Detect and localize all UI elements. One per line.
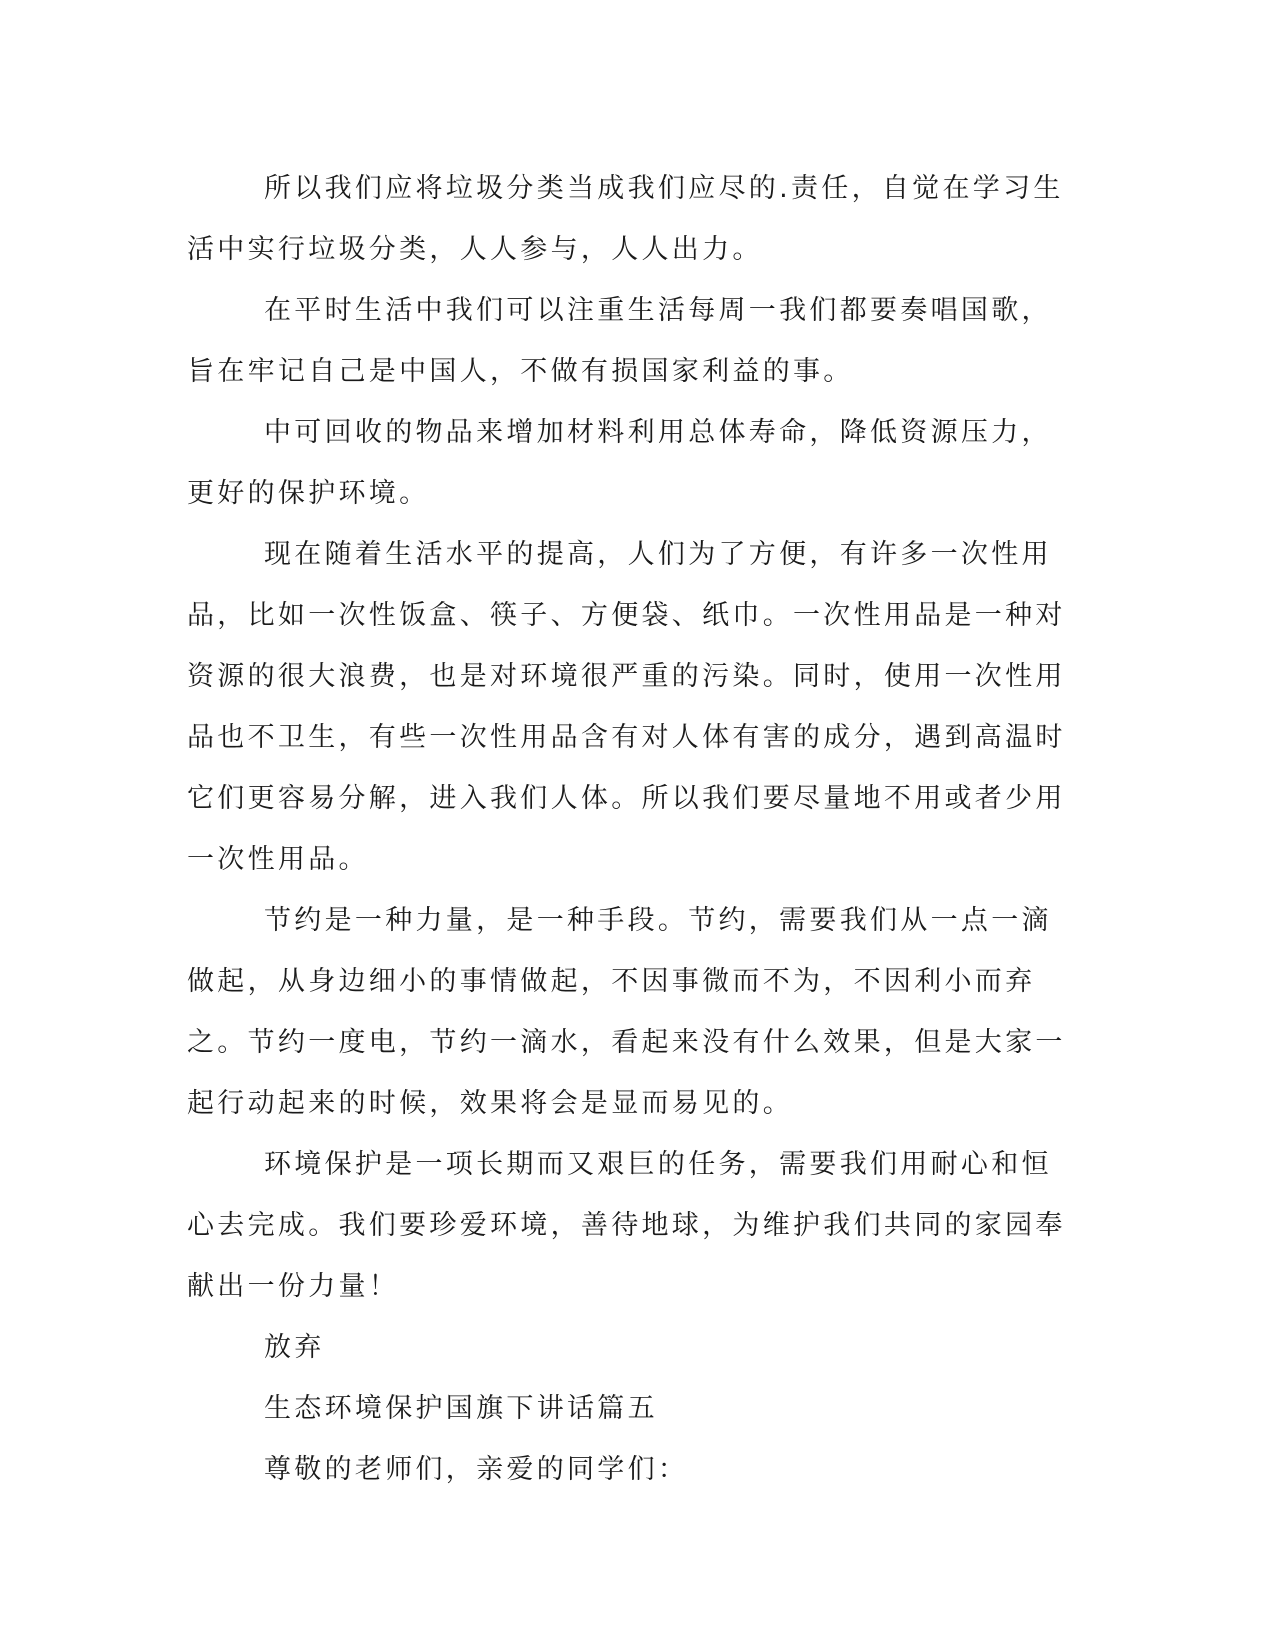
section-title: 生态环境保护国旗下讲话篇五: [264, 1393, 658, 1424]
document-body: [187, 158, 1077, 1500]
paragraph-environment-task: 环境保护是一项长期而又艰巨的任务，需要我们用耐心和恒心去完成。我们要珍爱环境，善待地球，为维护我们共同的家园奉献出一份力量！: [187, 1149, 1066, 1302]
paragraph-saving: 节约是一种力量，是一种手段。节约，需要我们从一点一滴做起，从身边细小的事情做起，不因事微而不为，不因利小而弃之。节约一度电，节约一滴水，看起来没有什么效果，但是大家一起行动起来的时候，效果将会是显而易见的。: [187, 905, 1066, 1119]
abandon-line: 放弃: [264, 1332, 325, 1363]
paragraph-recycling: 中可回收的物品来增加材料利用总体寿命，降低资源压力，更好的保护环境。: [187, 417, 1052, 509]
paragraph-garbage-sorting: 所以我们应将垃圾分类当成我们应尽的.责任，自觉在学习生活中实行垃圾分类，人人参与，人人出力。: [187, 173, 1064, 265]
paragraph-disposable-items: 现在随着生活水平的提高，人们为了方便，有许多一次性用品，比如一次性饭盒、筷子、方便袋、纸巾。一次性用品是一种对资源的很大浪费，也是对环境很严重的污染。同时，使用一次性用品也不卫生，有些一次性用品含有对人体有害的成分，遇到高温时它们更容易分解，进入我们人体。所以我们要尽量地不用或者少用一次性用品。: [187, 539, 1066, 875]
paragraph-national-anthem: 在平时生活中我们可以注重生活每周一我们都要奏唱国歌，旨在牢记自己是中国人，不做有损国家利益的事。: [187, 295, 1052, 387]
salutation: 尊敬的老师们，亲爱的同学们：: [264, 1454, 689, 1485]
